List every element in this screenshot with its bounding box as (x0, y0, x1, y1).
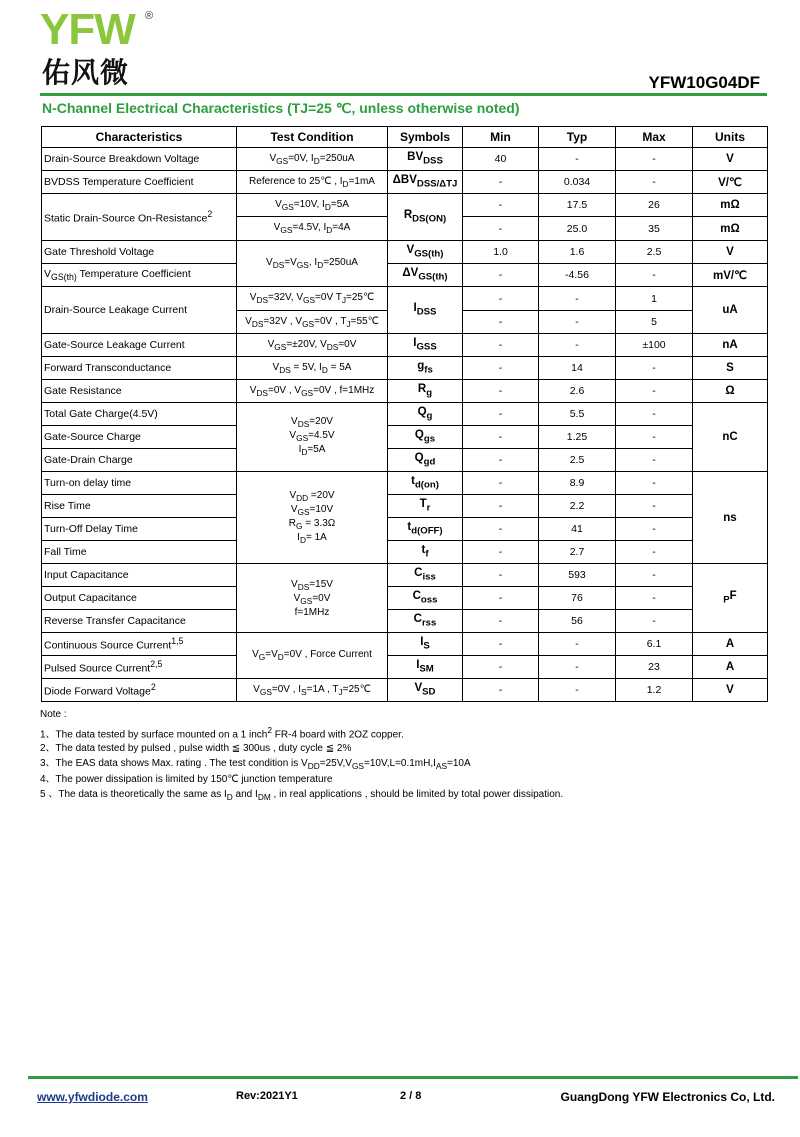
cell-symbol: $T_r$ (388, 495, 463, 518)
cell-max: 26 (616, 194, 693, 217)
cell-characteristic: BVDSS Temperature Coefficient (42, 171, 237, 194)
cell-test-condition: $V_G=V_D=0V$ , Force Current (237, 633, 388, 679)
cell-symbol: $I_{SM}$ (388, 656, 463, 679)
cell-typ: - (539, 287, 616, 311)
table-row (42, 194, 768, 217)
cell-unit: V (693, 679, 768, 702)
cell-min: - (463, 171, 539, 194)
cell-unit: $_P$F (693, 564, 768, 633)
cell-max: 1 (616, 287, 693, 311)
note-item: 2、The data tested by pulsed , pulse width ≦ 300us , duty cycle ≦ 2% (40, 743, 352, 755)
cell-characteristic: Reverse Transfer Capacitance (42, 610, 237, 633)
cell-typ: 8.9 (539, 472, 616, 495)
cell-symbol: $C_{rss}$ (388, 610, 463, 633)
header-typ: Typ (539, 127, 616, 148)
revision-label: Rev:2021Y1 (236, 1090, 298, 1102)
cell-test-condition: $V_{GS}=10V$, $I_D=5A$ (237, 194, 388, 217)
cell-min: - (463, 194, 539, 217)
notes-heading: Note : (40, 709, 67, 720)
cell-max: - (616, 610, 693, 633)
cell-unit: V (693, 241, 768, 264)
cell-min: - (463, 587, 539, 610)
cell-unit: uA (693, 287, 768, 334)
logo-letters: YFW (40, 5, 135, 54)
cell-typ: - (539, 656, 616, 679)
cell-test-condition: $V_{DS}=32V$ , $V_{GS}=0V$ , $T_J=55℃$ (237, 311, 388, 334)
cell-test-condition: $V_{GS}=0V$ , $I_S=1A$ , $T_J=25℃$ (237, 679, 388, 702)
cell-min: - (463, 610, 539, 633)
cell-symbol: $BV_{DSS}$ (388, 148, 463, 171)
cell-characteristic: Turn-on delay time (42, 472, 237, 495)
cell-min: 40 (463, 148, 539, 171)
table-row (42, 241, 768, 264)
cell-characteristic: Gate-Source Leakage Current (42, 334, 237, 357)
cell-characteristic: Gate-Source Charge (42, 426, 237, 449)
cell-typ: 56 (539, 610, 616, 633)
table-row (42, 541, 768, 564)
cell-test-condition: $V_{GS}=0V$, $I_D=250uA$ (237, 148, 388, 171)
header-max: Max (616, 127, 693, 148)
company-name: GuangDong YFW Electronics Co, Ltd. (560, 1090, 775, 1104)
cell-characteristic: Forward Transconductance (42, 357, 237, 380)
cell-characteristic: Total Gate Charge(4.5V) (42, 403, 237, 426)
cell-min: - (463, 633, 539, 656)
cell-typ: - (539, 679, 616, 702)
cell-typ: - (539, 148, 616, 171)
cell-characteristic: Gate Resistance (42, 380, 237, 403)
cell-min: - (463, 311, 539, 334)
table-row (42, 171, 768, 194)
table-row (42, 380, 768, 403)
cell-typ: 0.034 (539, 171, 616, 194)
cell-characteristic: Diode Forward Voltage$^2$ (42, 679, 237, 702)
cell-characteristic: Output Capacitance (42, 587, 237, 610)
company-logo (40, 5, 154, 92)
cell-max: 2.5 (616, 241, 693, 264)
table-row (42, 656, 768, 679)
table-header-row (42, 127, 768, 148)
cell-max: - (616, 264, 693, 287)
cell-min: - (463, 564, 539, 587)
cell-symbol: $t_{d(OFF)}$ (388, 518, 463, 541)
cell-symbol: $C_{oss}$ (388, 587, 463, 610)
cell-characteristic: Input Capacitance (42, 564, 237, 587)
cell-unit: mΩ (693, 217, 768, 241)
header-min: Min (463, 127, 539, 148)
cell-symbol: $\Delta BV_{DSS/\Delta TJ}$ (388, 171, 463, 194)
table-row (42, 610, 768, 633)
cell-unit: V/℃ (693, 171, 768, 194)
cell-characteristic: Continuous Source Current$^{1,5}$ (42, 633, 237, 656)
cell-min: - (463, 449, 539, 472)
cell-characteristic: Gate Threshold Voltage (42, 241, 237, 264)
header-divider (40, 93, 767, 96)
cell-typ: 17.5 (539, 194, 616, 217)
cell-typ: 76 (539, 587, 616, 610)
footer-divider (28, 1076, 798, 1079)
cell-symbol: $t_f$ (388, 541, 463, 564)
cell-typ: - (539, 334, 616, 357)
cell-unit: A (693, 656, 768, 679)
electrical-characteristics-table (41, 126, 768, 702)
cell-characteristic: Gate-Drain Charge (42, 449, 237, 472)
cell-symbol: $g_{fs}$ (388, 357, 463, 380)
cell-test-condition: $V_{DS} = 5V$, $I_D = 5A$ (237, 357, 388, 380)
cell-typ: 5.5 (539, 403, 616, 426)
cell-max: - (616, 426, 693, 449)
table-row (42, 518, 768, 541)
cell-typ: 2.2 (539, 495, 616, 518)
website-link[interactable]: www.yfwdiode.com (37, 1090, 148, 1104)
cell-characteristic: Drain-Source Leakage Current (42, 287, 237, 334)
cell-symbol: $V_{GS(th)}$ (388, 241, 463, 264)
cell-min: - (463, 541, 539, 564)
cell-max: - (616, 403, 693, 426)
cell-max: 6.1 (616, 633, 693, 656)
header-characteristics: Characteristics (42, 127, 237, 148)
cell-min: - (463, 403, 539, 426)
cell-min: - (463, 656, 539, 679)
header-units: Units (693, 127, 768, 148)
cell-symbol: $V_{SD}$ (388, 679, 463, 702)
table-row (42, 472, 768, 495)
cell-min: 1.0 (463, 241, 539, 264)
cell-test-condition: $V_{GS}=\pm 20V$, $V_{DS}=0V$ (237, 334, 388, 357)
cell-characteristic: Pulsed Source Current$^{2,5}$ (42, 656, 237, 679)
cell-min: - (463, 287, 539, 311)
cell-symbol: $Q_g$ (388, 403, 463, 426)
cell-characteristic: Fall Time (42, 541, 237, 564)
header-test-condition: Test Condition (237, 127, 388, 148)
cell-min: - (463, 518, 539, 541)
cell-unit: V (693, 148, 768, 171)
cell-test-condition: $V_{DS}=V_{GS}$, $I_D=250uA$ (237, 241, 388, 287)
cell-unit: ns (693, 472, 768, 564)
cell-test-condition: Reference to 25℃ , $I_D=1mA$ (237, 171, 388, 194)
cell-max: ±100 (616, 334, 693, 357)
table-row (42, 357, 768, 380)
cell-max: - (616, 171, 693, 194)
note-item: 3、The EAS data shows Max. rating . The test condition is $V_{DD}=25V,V_{GS}=10V,L=0.1mH,I_{AS}=10A$ (40, 757, 471, 771)
cell-max: - (616, 380, 693, 403)
table-row (42, 334, 768, 357)
cell-characteristic: Turn-Off Delay Time (42, 518, 237, 541)
cell-typ: 14 (539, 357, 616, 380)
logo-chinese-name: 佑风微 (42, 56, 130, 89)
cell-unit: nC (693, 403, 768, 472)
note-item: 4、The power dissipation is limited by 150℃ junction temperature (40, 774, 333, 786)
registered-mark: ® (145, 10, 154, 22)
cell-max: - (616, 495, 693, 518)
cell-symbol: $R_g$ (388, 380, 463, 403)
cell-test-condition: $V_{DS}=20V$ $V_{GS}=4.5V$ $I_D=5A$ (237, 403, 388, 472)
cell-typ: 1.6 (539, 241, 616, 264)
cell-max: 23 (616, 656, 693, 679)
cell-max: 35 (616, 217, 693, 241)
cell-unit: S (693, 357, 768, 380)
cell-min: - (463, 334, 539, 357)
cell-unit: nA (693, 334, 768, 357)
cell-symbol: $I_{GSS}$ (388, 334, 463, 357)
table-row (42, 426, 768, 449)
cell-min: - (463, 679, 539, 702)
cell-max: - (616, 472, 693, 495)
cell-max: 5 (616, 311, 693, 334)
cell-typ: - (539, 311, 616, 334)
table-row (42, 403, 768, 426)
cell-test-condition: $V_{GS}=4.5V$, $I_D=4A$ (237, 217, 388, 241)
notes-block (40, 708, 563, 804)
table-row (42, 148, 768, 171)
cell-typ: 2.6 (539, 380, 616, 403)
cell-symbol: $C_{iss}$ (388, 564, 463, 587)
cell-max: - (616, 148, 693, 171)
table-row (42, 564, 768, 587)
cell-typ: -4.56 (539, 264, 616, 287)
table-row (42, 587, 768, 610)
header-symbols: Symbols (388, 127, 463, 148)
table-row (42, 449, 768, 472)
table-body (42, 148, 768, 702)
cell-min: - (463, 217, 539, 241)
cell-unit: A (693, 633, 768, 656)
cell-test-condition: $V_{DS}=0V$ , $V_{GS}=0V$ , f=1MHz (237, 380, 388, 403)
cell-max: - (616, 449, 693, 472)
cell-max: - (616, 587, 693, 610)
cell-characteristic: Drain-Source Breakdown Voltage (42, 148, 237, 171)
cell-symbol: $I_S$ (388, 633, 463, 656)
cell-min: - (463, 426, 539, 449)
part-number: YFW10G04DF (648, 73, 760, 92)
cell-unit: Ω (693, 380, 768, 403)
section-title: N-Channel Electrical Characteristics (TJ=25 ℃, unless otherwise noted) (42, 100, 520, 116)
cell-symbol: $\Delta V_{GS(th)}$ (388, 264, 463, 287)
table-row (42, 287, 768, 311)
cell-typ: 25.0 (539, 217, 616, 241)
cell-max: - (616, 541, 693, 564)
cell-typ: 593 (539, 564, 616, 587)
page-number: 2 / 8 (400, 1090, 422, 1102)
note-item: 1、The data tested by surface mounted on a 1 inch$^2$ FR-4 board with 2OZ copper. (40, 724, 404, 740)
cell-characteristic: Static Drain-Source On-Resistance$^2$ (42, 194, 237, 241)
cell-symbol: $Q_{gs}$ (388, 426, 463, 449)
cell-characteristic: Rise Time (42, 495, 237, 518)
table-row (42, 633, 768, 656)
cell-test-condition: $V_{DD} =20V$ $V_{GS}=10V$ $R_G = 3.3\Omega$ $I_D= 1A$ (237, 472, 388, 564)
table-row (42, 495, 768, 518)
cell-typ: 1.25 (539, 426, 616, 449)
cell-symbol: $I_{DSS}$ (388, 287, 463, 334)
table-row (42, 264, 768, 287)
cell-max: - (616, 564, 693, 587)
cell-symbol: $R_{DS(ON)}$ (388, 194, 463, 241)
cell-typ: 2.7 (539, 541, 616, 564)
cell-typ: - (539, 633, 616, 656)
cell-max: - (616, 357, 693, 380)
cell-unit: mV/℃ (693, 264, 768, 287)
cell-min: - (463, 495, 539, 518)
cell-test-condition: $V_{DS}=15V$ $V_{GS}=0V$ f=1MHz (237, 564, 388, 633)
cell-unit: mΩ (693, 194, 768, 217)
cell-min: - (463, 357, 539, 380)
cell-min: - (463, 472, 539, 495)
cell-test-condition: $V_{DS}=32V$, $V_{GS}=0V$ $T_J=25℃$ (237, 287, 388, 311)
cell-max: - (616, 518, 693, 541)
cell-typ: 41 (539, 518, 616, 541)
cell-symbol: $t_{d(on)}$ (388, 472, 463, 495)
cell-min: - (463, 264, 539, 287)
note-item: 5 、The data is theoretically the same as $I_D$ and $I_{DM}$ , in real applications , should be limited by total power dissipation. (40, 788, 564, 802)
cell-characteristic: $V_{GS(th)}$ Temperature Coefficient (42, 264, 237, 287)
cell-typ: 2.5 (539, 449, 616, 472)
cell-max: 1.2 (616, 679, 693, 702)
cell-symbol: $Q_{gd}$ (388, 449, 463, 472)
cell-min: - (463, 380, 539, 403)
table-row (42, 679, 768, 702)
